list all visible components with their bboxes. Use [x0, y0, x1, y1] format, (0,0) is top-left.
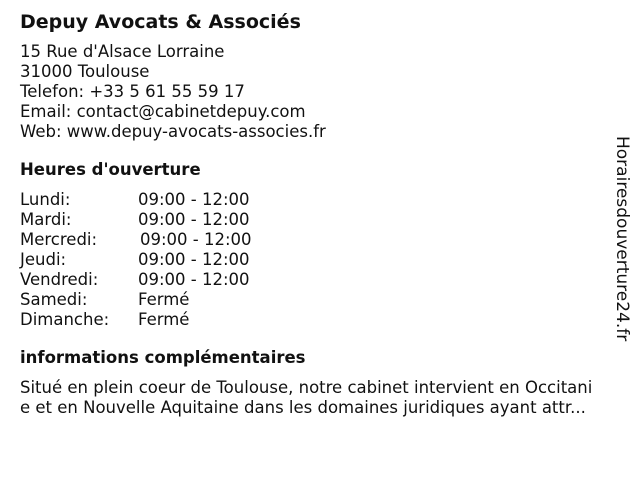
hours-time: 09:00 - 12:00: [138, 190, 250, 209]
hours-time: Fermé: [138, 310, 190, 329]
hours-time: 09:00 - 12:00: [138, 250, 250, 269]
hours-day: Lundi:: [20, 190, 71, 209]
hours-day: Mardi:: [20, 210, 72, 229]
hours-time: Fermé: [138, 290, 190, 309]
info-heading: informations complémentaires: [20, 348, 306, 367]
site-watermark: Horairesdouverture24.fr: [612, 136, 632, 342]
hours-time: 09:00 - 12:00: [138, 270, 250, 289]
hours-table: [20, 190, 620, 330]
email-line[interactable]: Email: contact@cabinetdepuy.com: [20, 102, 306, 121]
hours-row-wednesday: [20, 230, 620, 250]
web-line[interactable]: Web: www.depuy-avocats-associes.fr: [20, 122, 326, 141]
hours-day: Mercredi:: [20, 230, 98, 249]
hours-row-monday: [20, 190, 620, 210]
hours-day: Samedi:: [20, 290, 88, 309]
hours-row-friday: [20, 270, 620, 290]
hours-time: 09:00 - 12:00: [138, 210, 250, 229]
hours-day: Vendredi:: [20, 270, 99, 289]
hours-row-sunday: [20, 310, 620, 330]
hours-day: Jeudi:: [20, 250, 67, 269]
info-text-line: e et en Nouvelle Aquitaine dans les domaines juridiques ayant attr...: [20, 398, 586, 417]
address-block: [20, 42, 620, 142]
address-city: 31000 Toulouse: [20, 62, 150, 81]
hours-row-saturday: [20, 290, 620, 310]
phone-line[interactable]: Telefon: +33 5 61 55 59 17: [20, 82, 245, 101]
address-street: 15 Rue d'Alsace Lorraine: [20, 42, 225, 61]
hours-row-tuesday: [20, 210, 620, 230]
info-block: [20, 378, 620, 418]
business-card: [20, 10, 620, 418]
hours-heading: Heures d'ouverture: [20, 160, 201, 179]
info-text-line: Situé en plein coeur de Toulouse, notre cabinet intervient en Occitani: [20, 378, 593, 397]
hours-time: 09:00 - 12:00: [140, 230, 252, 249]
business-name: Depuy Avocats & Associés: [20, 11, 301, 33]
hours-day: Dimanche:: [20, 310, 110, 329]
hours-row-thursday: [20, 250, 620, 270]
